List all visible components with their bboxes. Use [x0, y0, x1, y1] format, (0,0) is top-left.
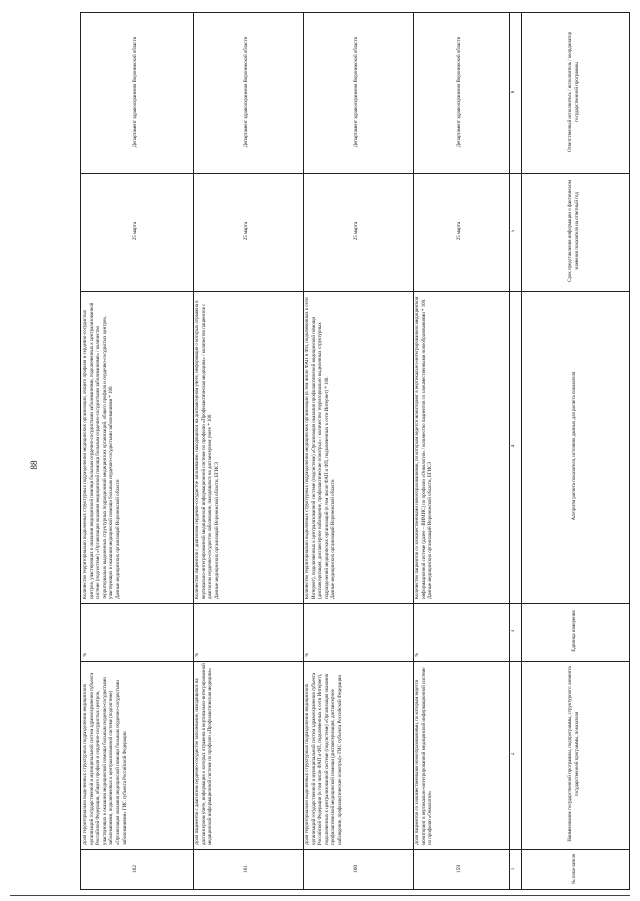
row-deadline-text: 25 марта	[243, 221, 249, 241]
row-divider	[81, 173, 629, 174]
row-unit	[195, 605, 299, 657]
row-deadline	[195, 175, 299, 287]
row-name	[83, 663, 189, 845]
header-algorithm	[523, 293, 627, 599]
header-responsible	[523, 15, 627, 169]
row-deadline-text: 25 марта	[353, 221, 359, 241]
column-number-text: 3	[511, 629, 516, 633]
row-unit	[415, 605, 505, 657]
column-number	[511, 293, 517, 599]
row-algorithm-text: Данные медицинских организаций Воронежской области	[116, 479, 122, 599]
page-number: 88	[29, 460, 39, 470]
column-number	[511, 663, 517, 845]
row-unit-text: %	[83, 652, 88, 657]
column-number-text: 1	[511, 867, 516, 871]
row-responsible-text: Департамент здравоохранения Воронежской области	[353, 36, 359, 148]
row-responsible-text: Департамент здравоохранения Воронежской области	[132, 36, 138, 148]
row-algorithm	[83, 293, 189, 599]
column-divider	[509, 13, 510, 889]
row-algorithm-text: Данные медицинских организаций Воронежской области, ЕГИСЗ	[428, 461, 434, 599]
row-unit-text: %	[415, 652, 420, 657]
row-algorithm-text: Данные медицинских организаций Воронежской области	[331, 479, 337, 599]
header-num	[523, 851, 627, 887]
header-responsible-text: Ответственный исполнитель / исполнитель / координатор государственной программы	[568, 31, 580, 153]
column-number-text: 5	[511, 229, 516, 233]
row-unit-text: %	[305, 652, 310, 657]
row-number	[195, 851, 299, 887]
row-number-text: 160	[353, 864, 360, 874]
header-num-text: № пока-зателя	[571, 853, 577, 885]
row-name	[195, 663, 299, 845]
row-name-text: Доля пациентов с диагнозом сердечно-сосудистое заболевание, находящихся на диспансерном учете, информация о которых отражена в вертикально-интегрированной медицинской информационной системе по профилю «Профилактическая медицина»	[195, 663, 214, 845]
row-deadline	[415, 175, 505, 287]
row-algorithm	[305, 293, 409, 599]
header-unit	[523, 605, 627, 657]
column-number-text: 4	[511, 444, 516, 448]
row-responsible-text: Департамент здравоохранения Воронежской области	[243, 36, 249, 148]
header-name	[523, 663, 627, 845]
header-name-text: Наименование государственной программы, подпрограммы, структурного элемента государственной программы, показателя	[568, 666, 580, 842]
row-name-text: Доля пациентов со злокачественными новообразованиями, по которым ведется мониторинг в вертикально-интегрированной медицинской информационной системе по профилю «Онкология»	[415, 667, 434, 845]
page-bottom-rule	[10, 895, 630, 896]
row-deadline-text: 25 марта	[456, 221, 462, 241]
column-divider	[521, 13, 522, 889]
column-divider	[413, 13, 414, 889]
row-unit	[305, 605, 409, 657]
row-name	[415, 663, 505, 845]
row-algorithm-text: Количество территориально выделенных структурных подразделений медицинских организаций, общего профиля и сердечно-сосудистых центров, участвующих в оказании медицинской помощи больным сердечно-сосудистыми заболеваниями, подключенных к централизованной системе (подсистеме) «Организация оказания медицинской помощи больным сердечно-сосудистыми заболеваниями» / количество территориально выделенных структурных подразделений медицинских организаций, общего профиля и сердечно-сосудистых центров, участвующих в оказании медицинской помощи больным сердечно-сосудистыми заболеваниями * 100.	[83, 302, 115, 599]
row-unit	[83, 605, 189, 657]
row-deadline-text: 25 марта	[132, 221, 138, 241]
column-divider	[193, 13, 194, 889]
row-algorithm	[195, 293, 299, 599]
column-number	[511, 15, 517, 169]
row-name-text: Доля территориально выделенных структурных подразделений медицинских организаций государственной и муниципальной систем здравоохранения субъекта Российской Федерации (в том числе ФАП и ФП, подключенных к сети Интернет), подключенных к централизованной системе (подсистеме) «Организация оказания профилактической медицинской помощи (диспансеризация, диспансерное наблюдение, профилактические осмотры)» ГИС субъекта Российской Федерации	[305, 672, 344, 845]
row-number	[415, 851, 505, 887]
row-number-text: 161	[243, 864, 250, 874]
row-name	[305, 663, 409, 845]
row-responsible	[305, 15, 409, 169]
row-algorithm-text: Количество территориально выделенных структурных подразделений медицинских организаций (в том числе ФАП и ФП, подключенных к сети Интернет), подключенных к централизованной системе (подсистеме) «Организация оказания профилактической медицинской помощи (диспансеризация, диспансерное наблюдение, профилактические осмотры)» / количество территориально выделенных структурных подразделений медицинских организаций (в том числе ФАП и ФП, подключенных к сети Интернет) * 100.	[305, 297, 330, 599]
row-number-text: 159	[456, 864, 463, 874]
header-algorithm-text: Алгоритм расчета показателя, источник данных для расчета показателя	[571, 371, 577, 521]
row-number	[305, 851, 409, 887]
row-responsible	[83, 15, 189, 169]
row-algorithm	[415, 293, 505, 599]
row-divider	[81, 849, 629, 850]
header-deadline-text: Срок представления информации о фактическом значении показателя на отчетный год	[568, 180, 580, 282]
column-number-text: 6	[511, 90, 516, 94]
row-algorithm-text: Количество пациентов со злокачественными новообразованиями, по которым ведется мониторинг в вертикально-интегрированной медицинской информационной системе (далее – ВИМИС) по профилю «Онкология» / количество пациентов со злокачественными новообразованиями * 100.	[415, 296, 427, 599]
column-divider	[303, 13, 304, 889]
row-algorithm-text: Количество пациентов с диагнозом сердечно-сосудистое заболевание, находящихся на диспансерном учете, информация о которых отражена в вертикально-интегрированной медицинской информационной системе по профилю «Профилактическая медицина» / количество пациентов с диагнозом сердечно-сосудистое заболевание, находящихся на диспансерном учете * 100.	[195, 300, 214, 599]
column-number	[511, 605, 517, 657]
row-responsible	[195, 15, 299, 169]
row-divider	[81, 291, 629, 292]
header-deadline	[523, 175, 627, 287]
header-unit-text: Единица измерения	[571, 610, 577, 652]
row-deadline	[305, 175, 409, 287]
row-algorithm-text: Данные медицинских организаций Воронежской области, ЕГИСЗ	[214, 461, 220, 599]
row-divider	[81, 661, 629, 662]
column-number-text: 2	[511, 752, 516, 756]
row-name-text: Доля территориально выделенных структурных подразделений медицинских организаций государственной и муниципальной систем здравоохранения субъекта Российской Федерации, общего профиля и сердечно-сосудистых центров, участвующих в оказании медицинской помощи больным сердечно-сосудистыми заболеваниями, подключенных к централизованной системе (подсистеме) «Организация оказания медицинской помощи больным сердечно-сосудистыми заболеваниями» ГИС субъекта Российской Федерации	[83, 672, 128, 845]
row-number	[83, 851, 189, 887]
row-unit-text: %	[195, 652, 200, 657]
row-responsible	[415, 15, 505, 169]
column-number	[511, 851, 517, 887]
row-responsible-text: Департамент здравоохранения Воронежской области	[456, 36, 462, 148]
row-deadline	[83, 175, 189, 287]
column-number	[511, 175, 517, 287]
row-divider	[81, 603, 629, 604]
row-number-text: 162	[132, 864, 139, 874]
